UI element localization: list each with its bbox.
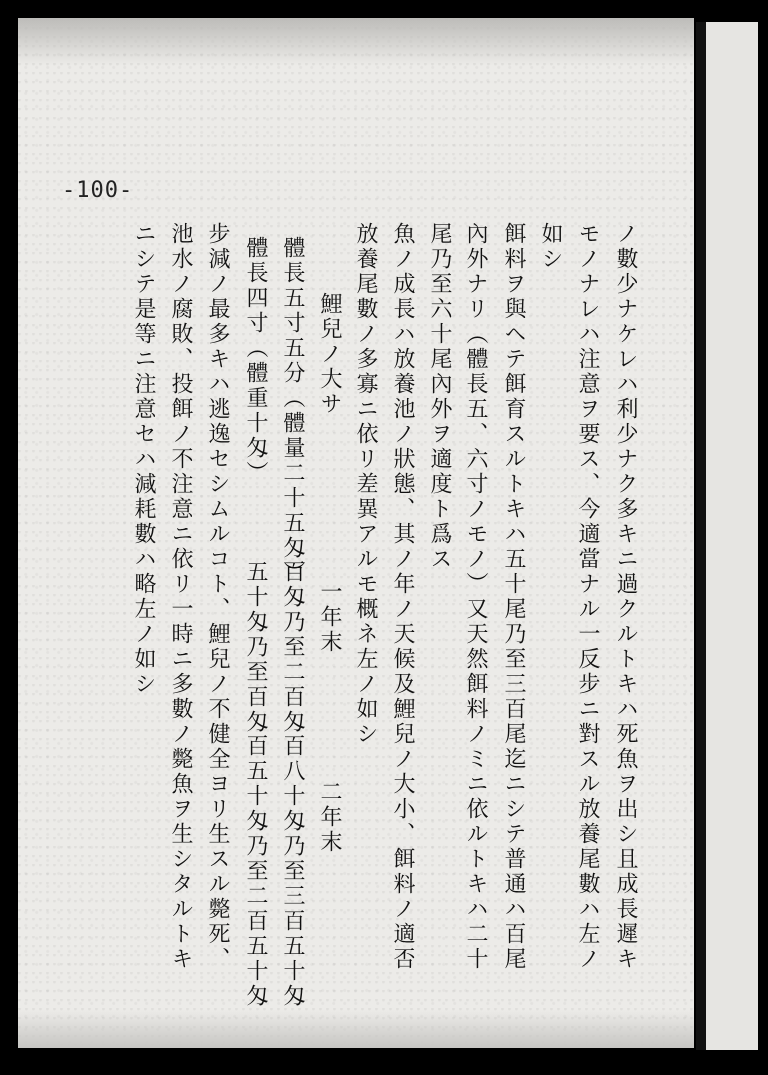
table-cell: 百八十匁乃至三百五十匁: [280, 734, 305, 1009]
table-cell: 百匁乃至二百匁: [280, 560, 305, 735]
table-header-label: 鯉兒ノ大サ: [317, 292, 342, 417]
text-column: 如シ: [538, 222, 563, 272]
text-column: 魚ノ成長ハ放養池ノ狀態、其ノ年ノ天候及鯉兒ノ大小、餌料ノ適否: [390, 222, 415, 972]
text-column: 池水ノ腐敗、投餌ノ不注意ニ依リ一時ニ多數ノ斃魚ヲ生シタルトキ: [168, 222, 193, 972]
text-column: ニシテ是等ニ注意セハ減耗數ハ略左ノ如シ: [131, 222, 156, 697]
text-column: 尾乃至六十尾內外ヲ適度ト爲ス: [427, 222, 452, 572]
text-column: 內外ナリ（體長五、六寸ノモノ）又天然餌料ノミニ依ルトキハ二十: [463, 222, 488, 972]
text-column: 餌料ヲ與ヘテ餌育スルトキハ五十尾乃至三百尾迄ニシテ普通ハ百尾: [501, 222, 526, 972]
text-column: 步減ノ最多キハ逃逸セシムルコト、鯉兒ノ不健全ヨリ生スル斃死、: [205, 222, 230, 972]
table-header-col2: 二年末: [317, 780, 342, 855]
text-column: ノ數少ナケレハ利少ナク多キニ過クルトキハ死魚ヲ出シ且成長遲キ: [613, 222, 638, 972]
table-cell: 百五十匁乃至二百五十匁: [243, 734, 268, 1009]
table-row-label: 體長五寸五分（體量二十五匁）: [280, 236, 305, 586]
page-number: -100-: [62, 178, 134, 203]
text-column: 放養尾數ノ多寡ニ依リ差異アルモ概ネ左ノ如シ: [353, 222, 378, 747]
text-column: モノナレハ注意ヲ要ス、今適當ナル一反步ニ對スル放養尾數ハ左ノ: [575, 222, 600, 972]
table-row-label: 體長四寸（體重十匁）: [243, 236, 268, 486]
adjacent-page-edge: [706, 22, 758, 1050]
table-cell: 五十匁乃至百匁: [243, 560, 268, 735]
table-header-col1: 一年末: [317, 580, 342, 655]
